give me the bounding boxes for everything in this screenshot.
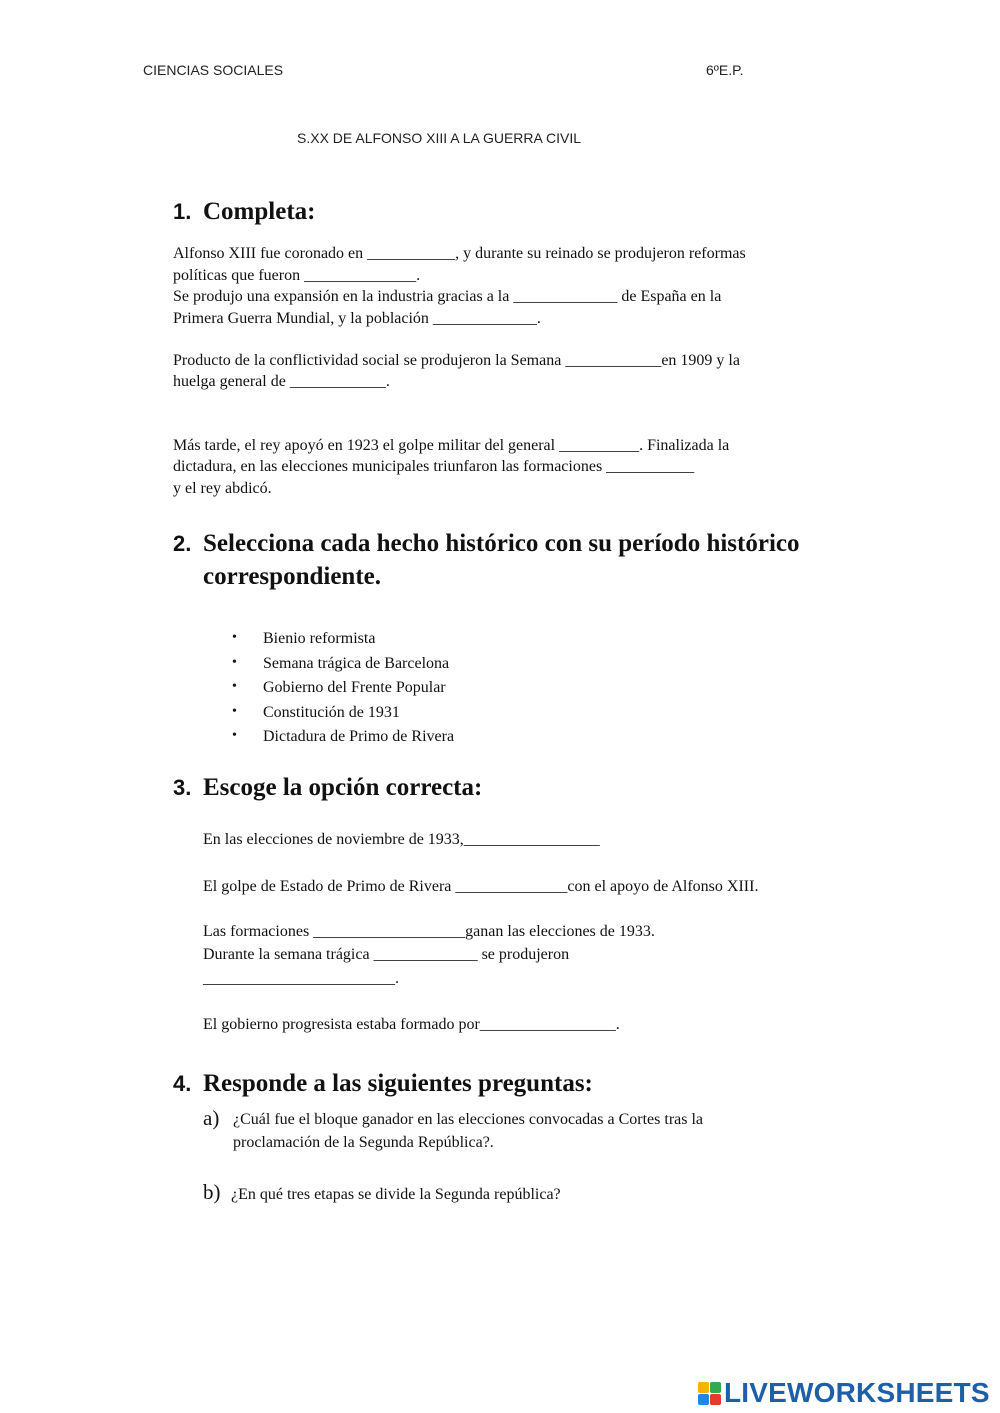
option-line: El gobierno progresista estaba formado por_________________.: [203, 1016, 620, 1033]
completa-line: Alfonso XIII fue coronado en ___________, y durante su reinado se produjeron reformas: [173, 245, 746, 262]
section-3-number: 3.: [173, 775, 192, 800]
completa-line: y el rey abdicó.: [173, 480, 272, 497]
question-text: ¿En qué tres etapas se divide la Segunda república?: [231, 1186, 561, 1203]
completa-line: Más tarde, el rey apoyó en 1923 el golpe militar del general __________. Finalizada la: [173, 437, 730, 454]
option-line: Las formaciones ___________________ganan las elecciones de 1933.: [203, 923, 655, 940]
section-2-title: Selecciona cada hecho histórico con su período histórico: [203, 530, 800, 557]
list-item: • Bienio reformista: [232, 630, 376, 647]
option-line: El golpe de Estado de Primo de Rivera ______________con el apoyo de Alfonso XIII.: [203, 878, 759, 895]
completa-line: huelga general de ____________.: [173, 373, 390, 390]
section-1-number: 1.: [173, 199, 192, 224]
list-item: • Dictadura de Primo de Rivera: [232, 728, 455, 745]
section-4-title: Responde a las siguientes preguntas:: [203, 1070, 593, 1097]
list-item: • Gobierno del Frente Popular: [232, 679, 446, 696]
bullet-icon: •: [232, 630, 237, 645]
worksheet-title: S.XX DE ALFONSO XIII A LA GUERRA CIVIL: [297, 130, 581, 146]
bullet-icon: •: [232, 704, 237, 719]
liveworksheets-logo-text: LIVEWORKSHEETS: [724, 1377, 990, 1408]
option-line: Durante la semana trágica _____________ se produjeron: [203, 946, 570, 963]
liveworksheets-logo-icon: [698, 1382, 721, 1405]
logo-square: [710, 1382, 721, 1393]
section-4-number: 4.: [173, 1071, 192, 1096]
question-text: proclamación de la Segunda República?.: [233, 1134, 494, 1151]
list-item: • Constitución de 1931: [232, 704, 400, 721]
question-text: ¿Cuál fue el bloque ganador en las elecciones convocadas a Cortes tras la: [233, 1111, 704, 1128]
option-line: ________________________.: [203, 970, 399, 987]
grade-label: 6ºE.P.: [706, 62, 744, 78]
question-letter: a): [203, 1106, 220, 1130]
section-1-title: Completa:: [203, 198, 316, 225]
logo-square: [698, 1394, 709, 1405]
completa-line: políticas que fueron ______________.: [173, 267, 421, 284]
liveworksheets-logo[interactable]: [698, 1377, 990, 1409]
bullet-icon: •: [232, 728, 237, 743]
section-2-title-cont: correspondiente.: [203, 563, 381, 590]
completa-line: Se produjo una expansión en la industria gracias a la _____________ de España en la: [173, 288, 722, 305]
section-2-heading: [173, 530, 800, 558]
section-3-title: Escoge la opción correcta:: [203, 774, 483, 801]
completa-line: Producto de la conflictividad social se produjeron la Semana ____________en 1909 y la: [173, 352, 740, 369]
subject-label: CIENCIAS SOCIALES: [143, 62, 284, 78]
question-letter: b): [203, 1180, 221, 1204]
bullet-icon: •: [232, 655, 237, 670]
logo-square: [698, 1382, 709, 1393]
completa-line: dictadura, en las elecciones municipales triunfaron las formaciones ___________: [173, 458, 695, 475]
section-2-number: 2.: [173, 531, 192, 556]
section-3-heading: [173, 774, 482, 802]
completa-line: Primera Guerra Mundial, y la población _____________.: [173, 310, 541, 327]
section-4-heading: [173, 1070, 593, 1098]
logo-square: [710, 1394, 721, 1405]
bullet-icon: •: [232, 679, 237, 694]
list-item: • Semana trágica de Barcelona: [232, 655, 450, 672]
option-line: En las elecciones de noviembre de 1933,_________________: [203, 831, 600, 848]
section-1-heading: [173, 198, 315, 226]
